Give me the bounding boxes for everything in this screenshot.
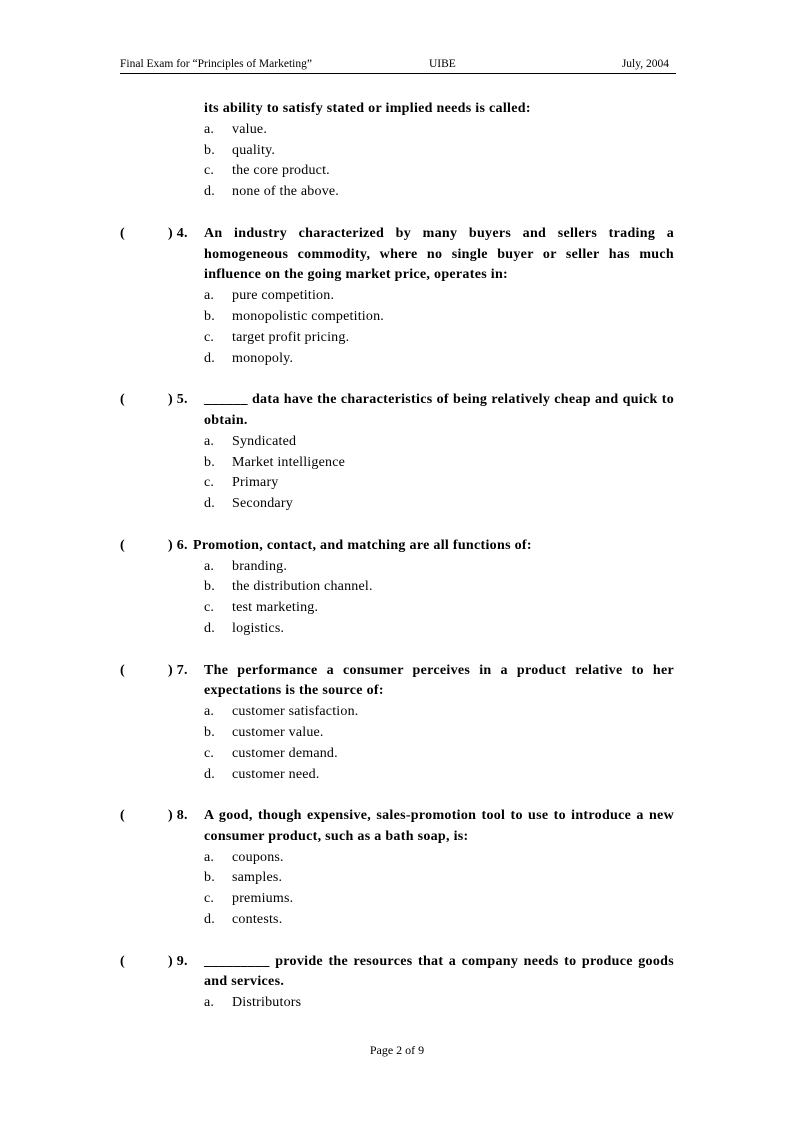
question-number: ) 5. — [168, 392, 188, 408]
answer-option — [204, 702, 674, 723]
answer-option — [204, 765, 674, 786]
option-letter: c. — [204, 600, 215, 616]
answer-option — [204, 577, 674, 598]
answer-option — [204, 723, 674, 744]
answer-option — [204, 848, 674, 869]
question-number: ) 6. — [168, 537, 188, 553]
answer-option — [204, 161, 674, 182]
option-letter: a. — [204, 995, 215, 1011]
option-letter: c. — [204, 475, 215, 491]
question-stem: _________ provide the resources that a company needs to produce goods and services. — [204, 953, 674, 990]
option-letter: b. — [204, 308, 215, 324]
question-7 — [120, 661, 674, 786]
option-letter: c. — [204, 329, 215, 345]
answer-option — [204, 910, 674, 931]
option-letter: d. — [204, 620, 215, 636]
option-letter: b. — [204, 870, 215, 886]
answer-options — [120, 848, 674, 931]
question-5 — [120, 390, 674, 515]
question-number: ) 8. — [168, 808, 188, 824]
question-number: ) 9. — [168, 953, 188, 969]
answer-options — [120, 702, 674, 785]
option-text: Secondary — [232, 496, 293, 512]
answer-option — [204, 453, 674, 474]
answer-options — [120, 120, 674, 203]
answer-option — [204, 619, 674, 640]
answer-options — [120, 557, 674, 640]
option-letter: c. — [204, 163, 215, 179]
answer-options — [120, 286, 674, 369]
option-letter: d. — [204, 766, 215, 782]
option-text: pure competition. — [232, 288, 335, 304]
option-text: quality. — [232, 142, 276, 158]
answer-option — [204, 286, 674, 307]
answer-option — [204, 328, 674, 349]
question-9 — [120, 952, 674, 1014]
option-letter: a. — [204, 704, 215, 720]
option-text: Distributors — [232, 995, 302, 1011]
header-exam-title: Final Exam for “Principles of Marketing” — [120, 58, 312, 70]
option-text: logistics. — [232, 620, 285, 636]
option-letter: a. — [204, 121, 215, 137]
question-stem: its ability to satisfy stated or implied needs is called: — [204, 101, 531, 116]
answer-blank-open: ( — [120, 808, 125, 824]
option-text: Primary — [232, 475, 279, 491]
answer-option — [204, 349, 674, 370]
option-letter: d. — [204, 912, 215, 928]
answer-blank-open: ( — [120, 537, 125, 553]
answer-option — [204, 432, 674, 453]
option-letter: a. — [204, 558, 215, 574]
option-text: coupons. — [232, 849, 284, 865]
answer-option — [204, 473, 674, 494]
option-letter: c. — [204, 745, 215, 761]
option-letter: b. — [204, 454, 215, 470]
answer-blank-open: ( — [120, 392, 125, 408]
option-text: branding. — [232, 558, 288, 574]
option-letter: d. — [204, 184, 215, 200]
answer-option — [204, 494, 674, 515]
option-text: the core product. — [232, 163, 330, 179]
option-text: premiums. — [232, 891, 294, 907]
answer-blank-open: ( — [120, 662, 125, 678]
question-stem: A good, though expensive, sales-promotion tool to use to introduce a new consumer product, such as a bath soap, is: — [204, 808, 674, 844]
option-letter: b. — [204, 579, 215, 595]
answer-options — [120, 432, 674, 515]
question-stem: The performance a consumer perceives in a product relative to her expectations is the source of: — [204, 662, 674, 699]
option-text: none of the above. — [232, 184, 340, 200]
answer-option — [204, 868, 674, 889]
option-text: monopolistic competition. — [232, 308, 384, 324]
answer-option — [204, 120, 674, 141]
option-letter: b. — [204, 142, 215, 158]
option-letter: a. — [204, 288, 215, 304]
option-text: customer value. — [232, 724, 324, 740]
question-stem: An industry characterized by many buyers and sellers trading a homogeneous commodity, where no single buyer or seller has much influence on the going market price, operates in: — [204, 225, 674, 283]
option-text: the distribution channel. — [232, 579, 373, 595]
option-letter: c. — [204, 891, 215, 907]
page-number: Page 2 of 9 — [369, 1043, 425, 1057]
option-text: customer demand. — [232, 745, 338, 761]
header-institution: UIBE — [429, 58, 456, 70]
option-text: customer need. — [232, 766, 320, 782]
question-8 — [120, 806, 674, 931]
question-stem: Promotion, contact, and matching are all functions of: — [193, 537, 532, 553]
answer-option — [204, 141, 674, 162]
question-number: ) 7. — [168, 662, 188, 678]
page-header — [120, 57, 676, 74]
answer-blank-open: ( — [120, 225, 125, 241]
option-text: target profit pricing. — [232, 329, 350, 345]
answer-options — [120, 993, 674, 1014]
option-text: customer satisfaction. — [232, 704, 359, 720]
question-4 — [120, 224, 674, 370]
option-text: Market intelligence — [232, 454, 346, 470]
option-text: value. — [232, 121, 268, 137]
answer-blank-open: ( — [120, 953, 125, 969]
option-text: test marketing. — [232, 600, 319, 616]
answer-option — [204, 307, 674, 328]
question-6 — [120, 536, 674, 640]
option-letter: a. — [204, 433, 215, 449]
option-text: Syndicated — [232, 433, 297, 449]
question-3-continuation — [120, 99, 674, 203]
answer-option — [204, 889, 674, 910]
header-date: July, 2004 — [621, 58, 669, 70]
answer-option — [204, 598, 674, 619]
question-stem: ______ data have the characteristics of being relatively cheap and quick to obtain. — [204, 392, 674, 428]
option-letter: b. — [204, 724, 215, 740]
question-number: ) 4. — [168, 225, 188, 241]
option-text: samples. — [232, 870, 283, 886]
answer-option — [204, 557, 674, 578]
page-footer — [0, 1042, 794, 1058]
answer-option — [204, 993, 674, 1014]
option-letter: d. — [204, 496, 215, 512]
answer-option — [204, 182, 674, 203]
option-letter: d. — [204, 350, 215, 366]
exam-content — [120, 99, 674, 1035]
option-text: monopoly. — [232, 350, 294, 366]
option-text: contests. — [232, 912, 283, 928]
option-letter: a. — [204, 849, 215, 865]
answer-option — [204, 744, 674, 765]
